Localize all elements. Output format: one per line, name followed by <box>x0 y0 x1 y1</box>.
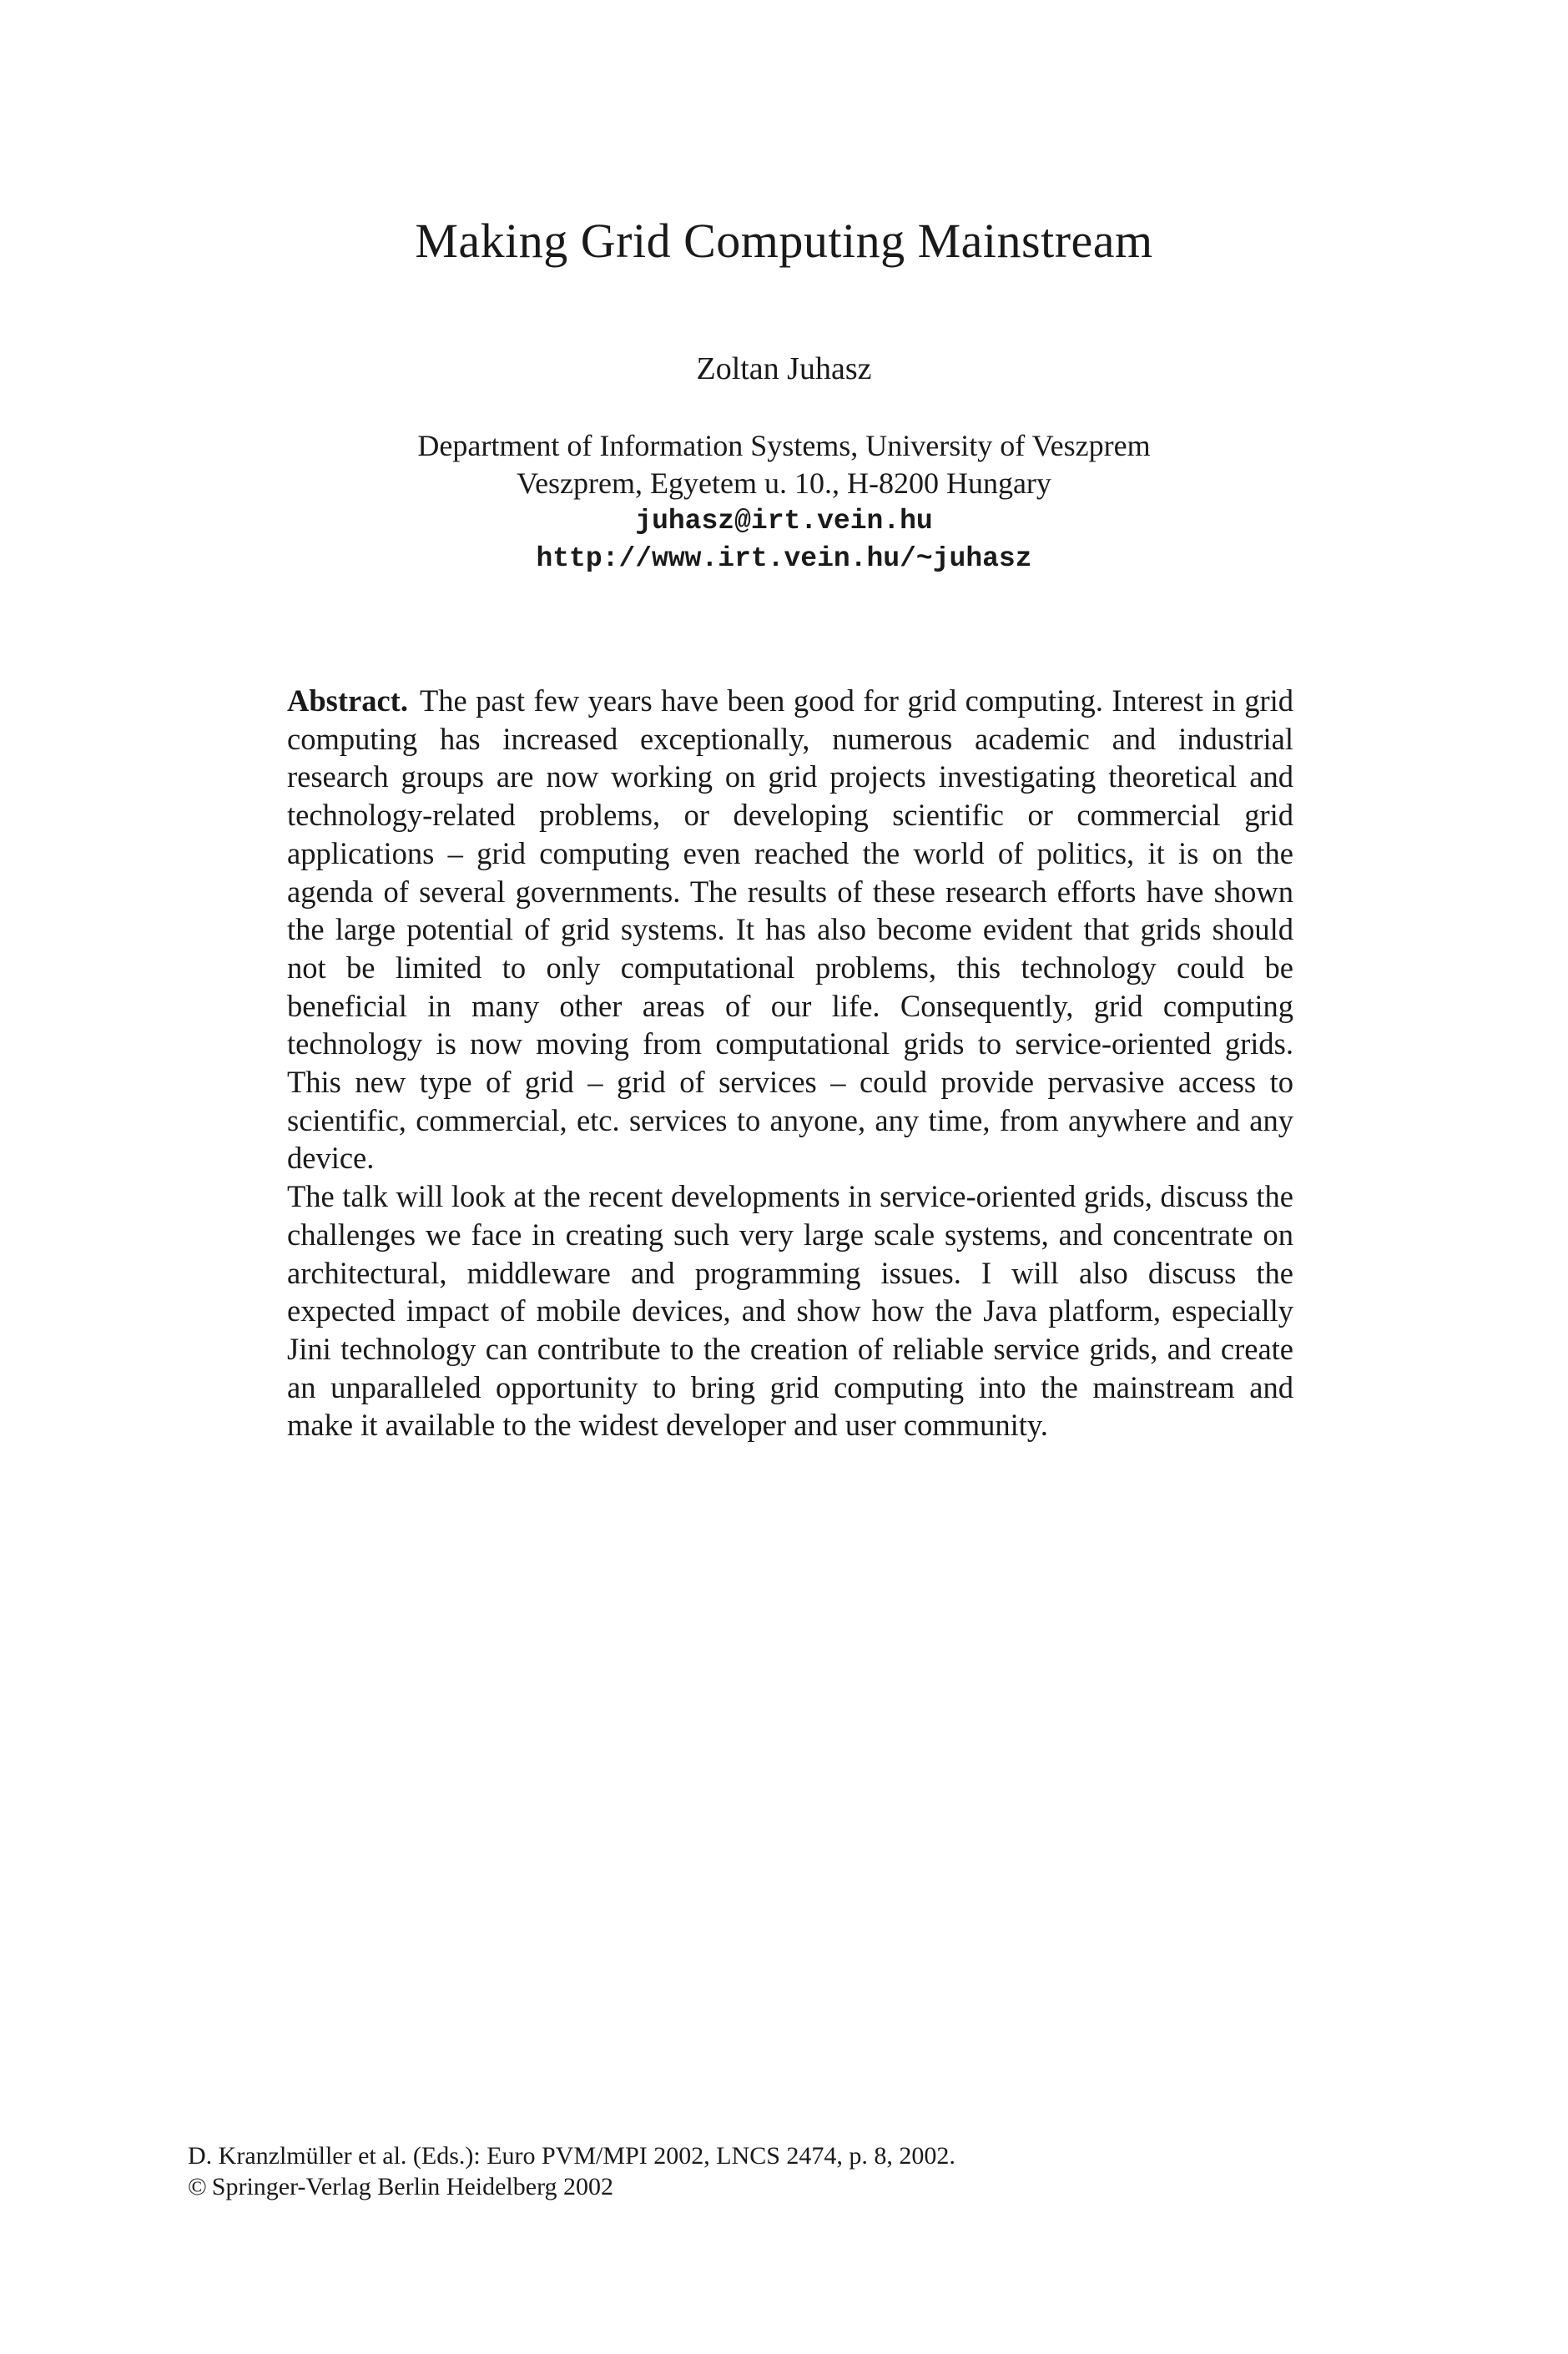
author-name: Zoltan Juhasz <box>696 351 872 386</box>
homepage-url: http://www.irt.vein.hu/~juhasz <box>536 543 1032 574</box>
citation-line: D. Kranzlmüller et al. (Eds.): Euro PVM/MPI 2002, LNCS 2474, p. 8, 2002. <box>188 2142 955 2170</box>
copyright-line <box>188 2171 1398 2202</box>
abstract-paragraph-1 <box>287 682 1293 1177</box>
copyright-text: Springer-Verlag Berlin Heidelberg 2002 <box>211 2173 614 2200</box>
abstract <box>287 682 1293 1444</box>
abstract-text-1: The past few years have been good for grid computing. Interest in grid computing has increased exceptionally, numerous academic and industrial research groups are now working on grid projects investigating theoretical and technology-related problems, or developing scientific or commercial grid applications – grid computing even reached the world of politics, it is on the agenda of several governments. The results of these research efforts have shown the large potential of grid systems. It has also become evident that grids should not be limited to only computational problems, this technology could be beneficial in many other areas of our life. Consequently, grid computing technology is now moving from computational grids to service-oriented grids. This new type of grid – grid of services – could provide pervasive access to scientific, commercial, etc. services to anyone, any time, from anywhere and any device. <box>287 683 1293 1176</box>
copyright-icon: © <box>188 2173 207 2200</box>
affiliation-block <box>0 427 1568 577</box>
abstract-paragraph-2: The talk will look at the recent developments in service-oriented grids, discuss the challenges we face in creating such very large scale systems, and concentrate on architectural, middleware and programming issues. I will also discuss the expected impact of mobile devices, and show how the Java platform, especially Jini technology can contribute to the creation of reliable service grids, and create an unparalleled opportunity to bring grid computing into the mainstream and make it available to the widest developer and user community. <box>287 1179 1293 1443</box>
address: Veszprem, Egyetem u. 10., H-8200 Hungary <box>517 466 1051 500</box>
department: Department of Information Systems, University of Veszprem <box>417 429 1151 462</box>
footer <box>188 2140 1398 2202</box>
paper-title: Making Grid Computing Mainstream <box>415 214 1153 268</box>
email: juhasz@irt.vein.hu <box>635 506 933 537</box>
abstract-label: Abstract. <box>287 683 408 718</box>
